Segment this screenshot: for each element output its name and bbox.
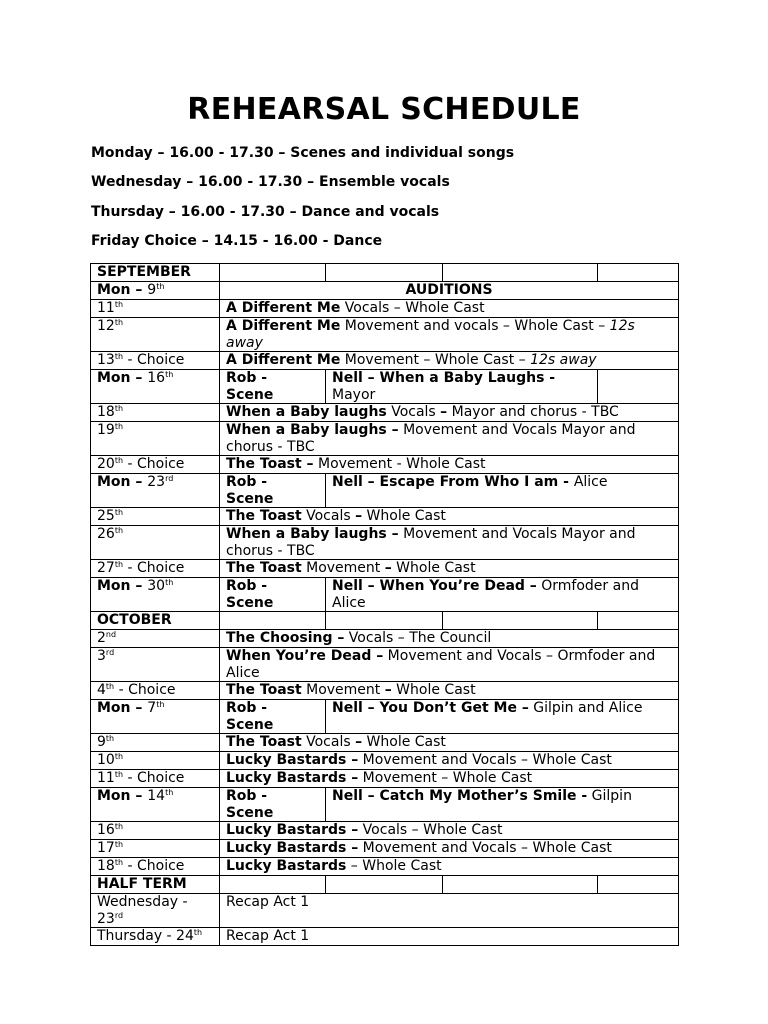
scene-cell: Rob - Scene [220,700,326,734]
page-title: REHEARSAL SCHEDULE [187,92,581,127]
table-row [91,352,679,370]
scene-cell: Rob - Scene [220,474,326,508]
weekly-schedule-monday: Monday – 16.00 - 17.30 – Scenes and individual songs [91,145,515,161]
song-cell: Nell – When You’re Dead – Ormfoder and Alice [326,578,679,612]
date-cell: 4th - Choice [91,682,220,700]
empty-cell [598,612,679,630]
activity-cell: Recap Act 1 [220,928,679,946]
empty-cell [598,370,679,404]
activity-cell: When You’re Dead – Movement and Vocals – Ormfoder and Alice [220,648,679,682]
empty-cell [326,612,443,630]
table-row [91,630,679,648]
table-row [91,370,679,404]
table-row [91,474,679,508]
date-cell: Mon – 23rd [91,474,220,508]
scene-cell: Rob - Scene [220,370,326,404]
table-row [91,404,679,422]
table-row [91,422,679,456]
date-cell: 12th [91,318,220,352]
empty-cell [326,264,443,282]
table-row [91,840,679,858]
date-cell: 18th - Choice [91,858,220,876]
table-row [91,456,679,474]
table-row [91,682,679,700]
activity-cell: A Different Me Movement and vocals – Whole Cast – 12s away [220,318,679,352]
heading-cell: AUDITIONS [220,282,679,300]
scene-cell: Rob - Scene [220,788,326,822]
activity-cell: When a Baby laughs – Movement and Vocals Mayor and chorus - TBC [220,422,679,456]
table-row [91,300,679,318]
table-row [91,560,679,578]
song-cell: Nell – Catch My Mother’s Smile - Gilpin [326,788,679,822]
activity-cell: When a Baby laughs Vocals – Mayor and chorus - TBC [220,404,679,422]
date-cell: 9th [91,734,220,752]
activity-cell: Lucky Bastards – Movement – Whole Cast [220,770,679,788]
month-label: SEPTEMBER [91,264,220,282]
activity-cell: A Different Me Vocals – Whole Cast [220,300,679,318]
table-row [91,700,679,734]
table-row [91,734,679,752]
date-cell: 20th - Choice [91,456,220,474]
date-cell: Wednesday - 23rd [91,894,220,928]
table-row [91,648,679,682]
activity-cell: Lucky Bastards – Vocals – Whole Cast [220,822,679,840]
activity-cell: Lucky Bastards – Whole Cast [220,858,679,876]
month-label: HALF TERM [91,876,220,894]
empty-cell [220,876,326,894]
rehearsal-table [90,263,679,946]
date-cell: Thursday - 24th [91,928,220,946]
activity-cell: The Choosing – Vocals – The Council [220,630,679,648]
empty-cell [443,612,598,630]
activity-cell: The Toast Movement – Whole Cast [220,560,679,578]
date-cell: Mon – 9th [91,282,220,300]
song-cell: Nell – When a Baby Laughs - Mayor [326,370,598,404]
weekly-schedule-friday: Friday Choice – 14.15 - 16.00 - Dance [91,233,383,249]
scene-cell: Rob - Scene [220,578,326,612]
month-label: OCTOBER [91,612,220,630]
table-row [91,318,679,352]
date-cell: 10th [91,752,220,770]
table-row [91,770,679,788]
date-cell: 27th - Choice [91,560,220,578]
date-cell: 18th [91,404,220,422]
date-cell: 25th [91,508,220,526]
activity-cell: The Toast Movement – Whole Cast [220,682,679,700]
table-row [91,894,679,928]
table-row [91,822,679,840]
date-cell: 17th [91,840,220,858]
activity-cell: Lucky Bastards – Movement and Vocals – Whole Cast [220,840,679,858]
empty-cell [598,264,679,282]
date-cell: 13th - Choice [91,352,220,370]
date-cell: 11th [91,300,220,318]
month-header-row [91,876,679,894]
table-row [91,858,679,876]
song-cell: Nell – You Don’t Get Me – Gilpin and Alice [326,700,679,734]
activity-cell: The Toast – Movement - Whole Cast [220,456,679,474]
date-cell: 19th [91,422,220,456]
date-cell: Mon – 14th [91,788,220,822]
date-cell: 26th [91,526,220,560]
song-cell: Nell – Escape From Who I am - Alice [326,474,679,508]
date-cell: Mon – 16th [91,370,220,404]
empty-cell [443,264,598,282]
activity-cell: Lucky Bastards – Movement and Vocals – Whole Cast [220,752,679,770]
table-row [91,508,679,526]
date-cell: Mon – 7th [91,700,220,734]
empty-cell [220,264,326,282]
month-header-row [91,612,679,630]
date-cell: 3rd [91,648,220,682]
weekly-schedule-wednesday: Wednesday – 16.00 - 17.30 – Ensemble vocals [91,174,450,190]
date-cell: Mon – 30th [91,578,220,612]
date-cell: 11th - Choice [91,770,220,788]
activity-cell: A Different Me Movement – Whole Cast – 12s away [220,352,679,370]
table-row [91,788,679,822]
table-row [91,526,679,560]
activity-cell: The Toast Vocals – Whole Cast [220,508,679,526]
table-row [91,752,679,770]
activity-cell: Recap Act 1 [220,894,679,928]
table-row [91,928,679,946]
date-cell: 2nd [91,630,220,648]
table-row [91,282,679,300]
weekly-schedule-thursday: Thursday – 16.00 - 17.30 – Dance and vocals [91,204,440,220]
empty-cell [326,876,443,894]
empty-cell [598,876,679,894]
empty-cell [443,876,598,894]
activity-cell: The Toast Vocals – Whole Cast [220,734,679,752]
empty-cell [220,612,326,630]
activity-cell: When a Baby laughs – Movement and Vocals Mayor and chorus - TBC [220,526,679,560]
table-row [91,578,679,612]
month-header-row [91,264,679,282]
date-cell: 16th [91,822,220,840]
